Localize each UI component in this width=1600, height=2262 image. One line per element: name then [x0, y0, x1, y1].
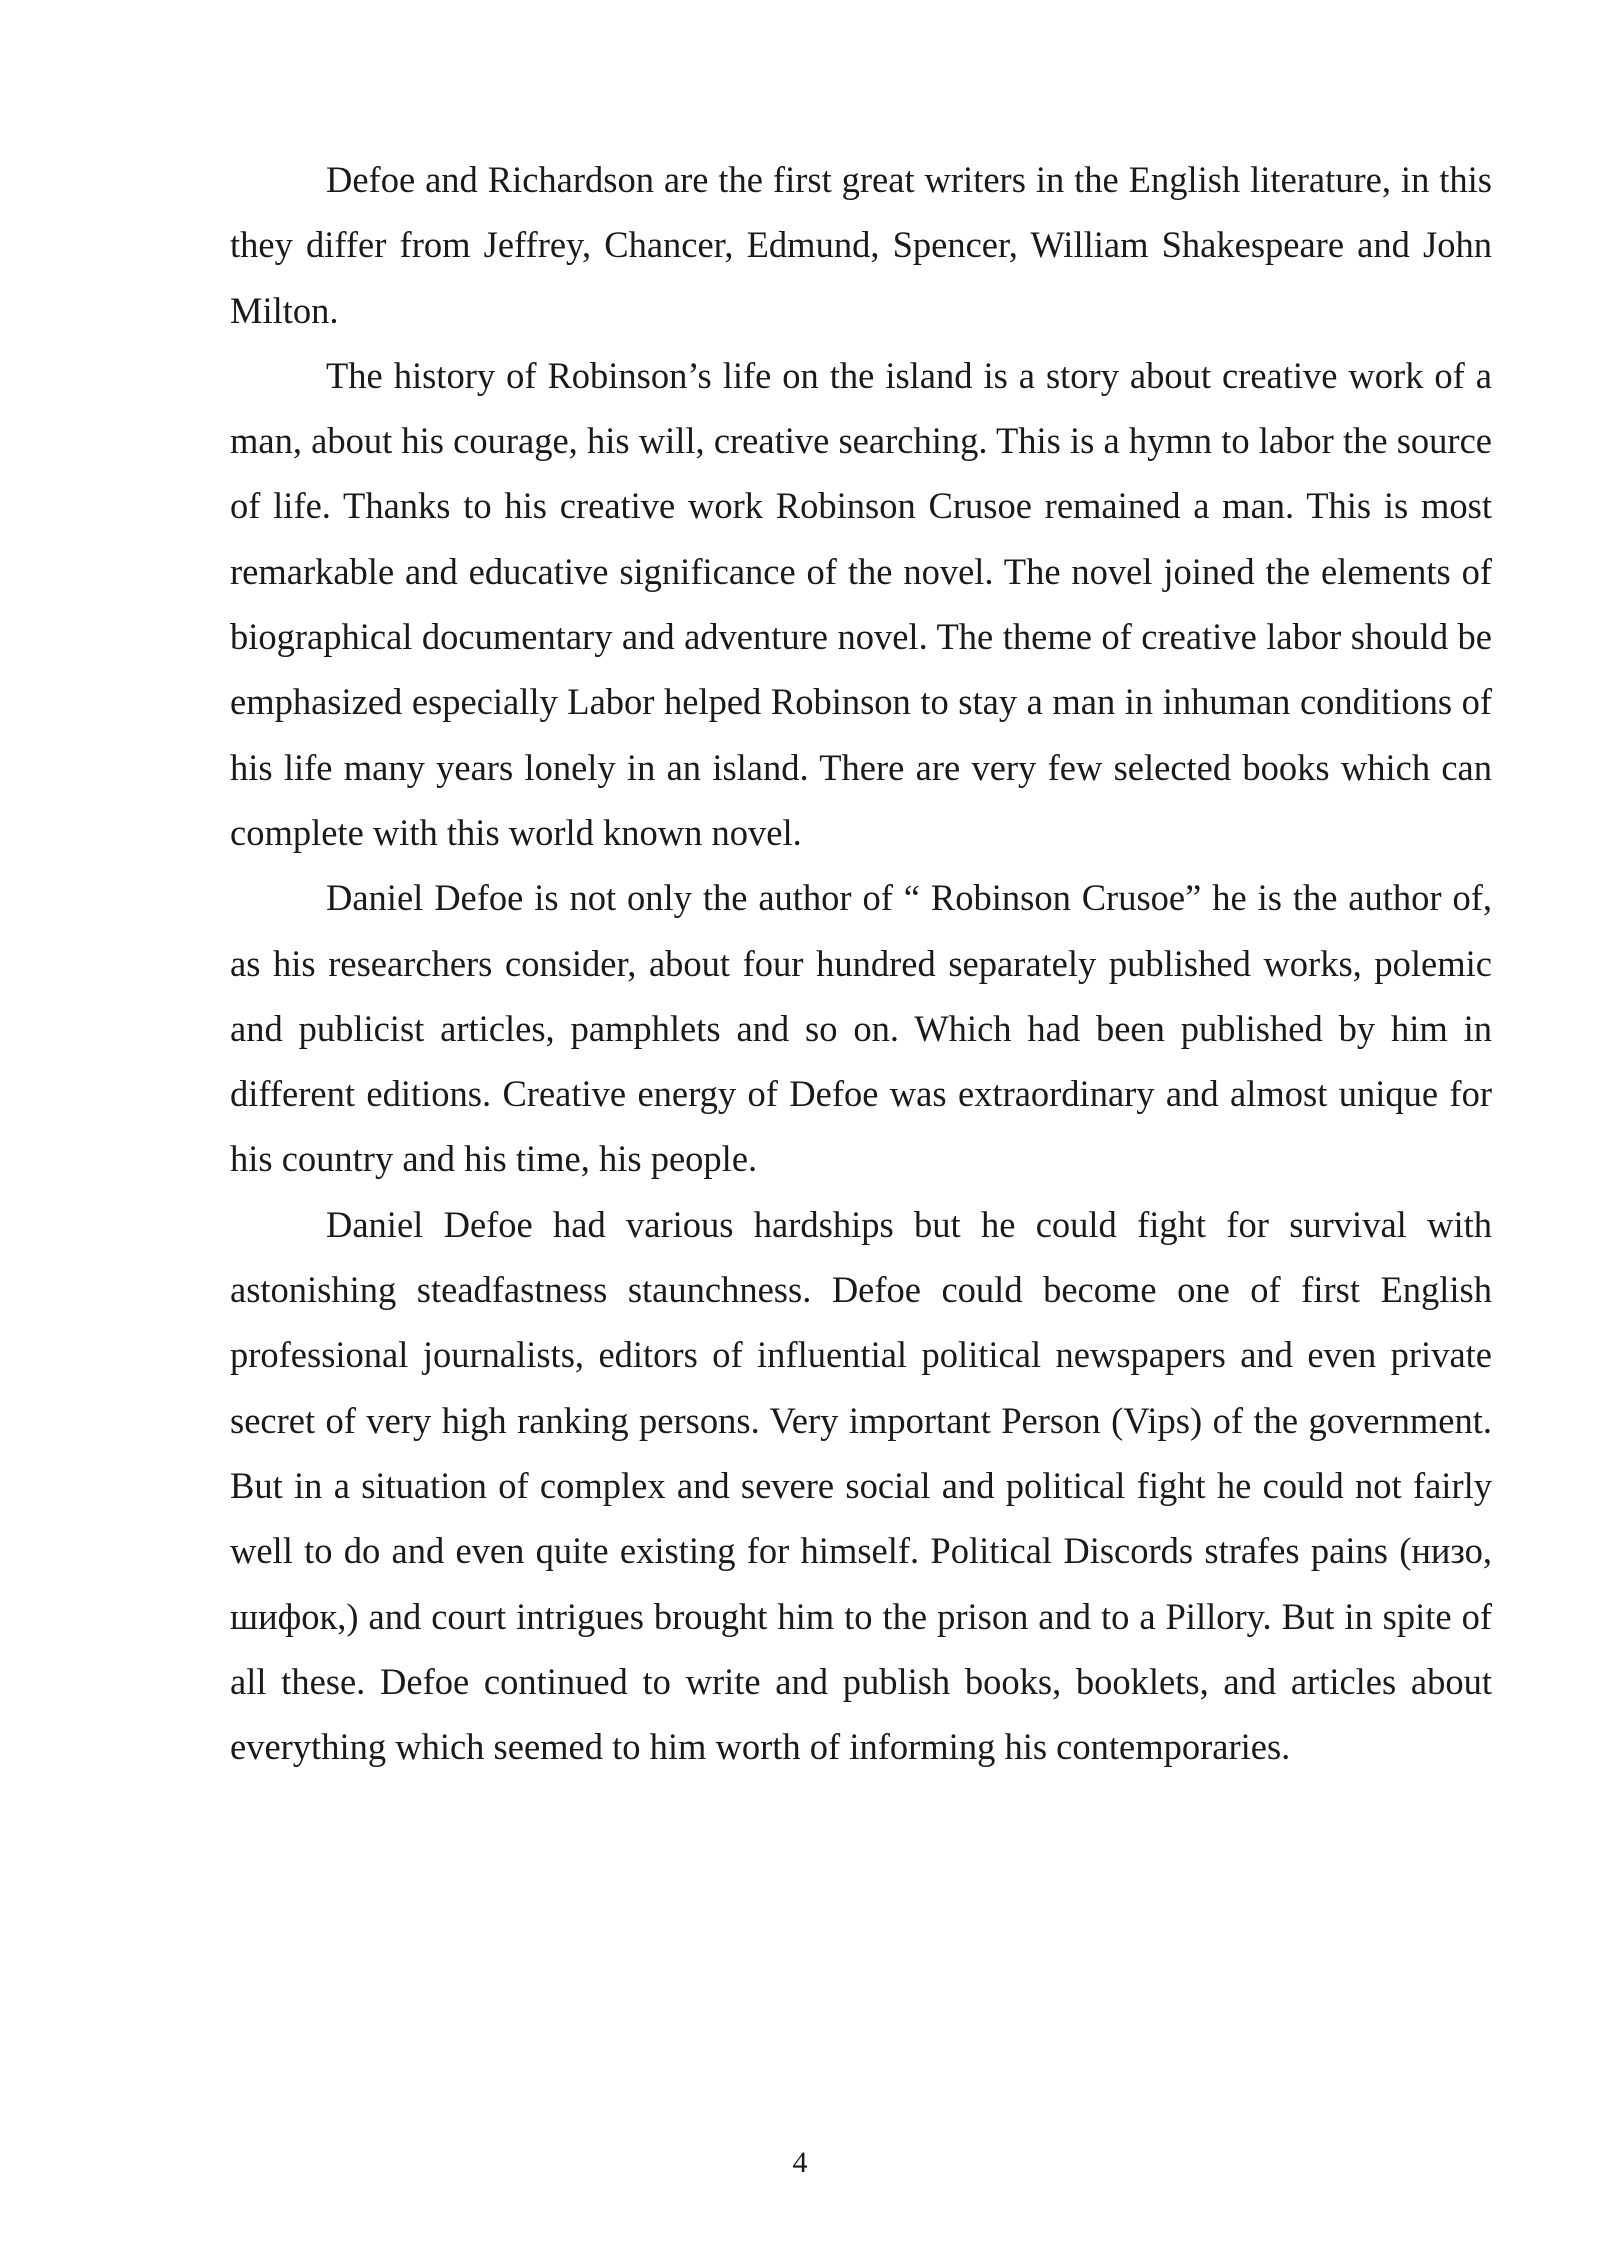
- paragraph-defoe-richardson: Defoe and Richardson are the first great writers in the English literature, in this they differ from Jeffrey, Chancer, Edmund, Spencer, William Shakespeare and John Milton.: [230, 159, 1492, 331]
- paragraph-defoe-works: Daniel Defoe is not only the author of “ Robinson Crusoe” he is the author of, as his researchers consider, about four hundred separately published works, polemic and publicist articles, pamphlets and so on. Which had been published by him in different editions. Creative energy of Defoe was extraordinary and almost unique for his country and his time, his people.: [230, 877, 1492, 1180]
- paragraph-defoe-hardships: Daniel Defoe had various hardships but he could fight for survival with astonishing steadfastness staunchness. Defoe could become one of first English professional journalists, editors of influential political newspapers and even private secret of very high ranking persons. Very important Person (Vips) of the government. But in a situation of complex and severe social and political fight he could not fairly well to do and even quite existing for himself. Political Discords strafes pains (низо, шифок,) and court intrigues brought him to the prison and to a Pillory. But in spite of all these. Defoe continued to write and publish books, booklets, and articles about everything which seemed to him worth of informing his contemporaries.: [230, 1203, 1492, 1768]
- body-text: [230, 147, 1492, 1779]
- page-number: 4: [792, 2146, 808, 2179]
- paragraph-robinson-history: The history of Robinson’s life on the island is a story about creative work of a man, about his courage, his will, creative searching. This is a hymn to labor the source of life. Thanks to his creative work Robinson Crusoe remained a man. This is most remarkable and educative significance of the novel. The novel joined the elements of biographical documentary and adventure novel. The theme of creative labor should be emphasized especially Labor helped Robinson to stay a man in inhuman conditions of his life many years lonely in an island. There are very few selected books which can complete with this world known novel.: [230, 354, 1492, 853]
